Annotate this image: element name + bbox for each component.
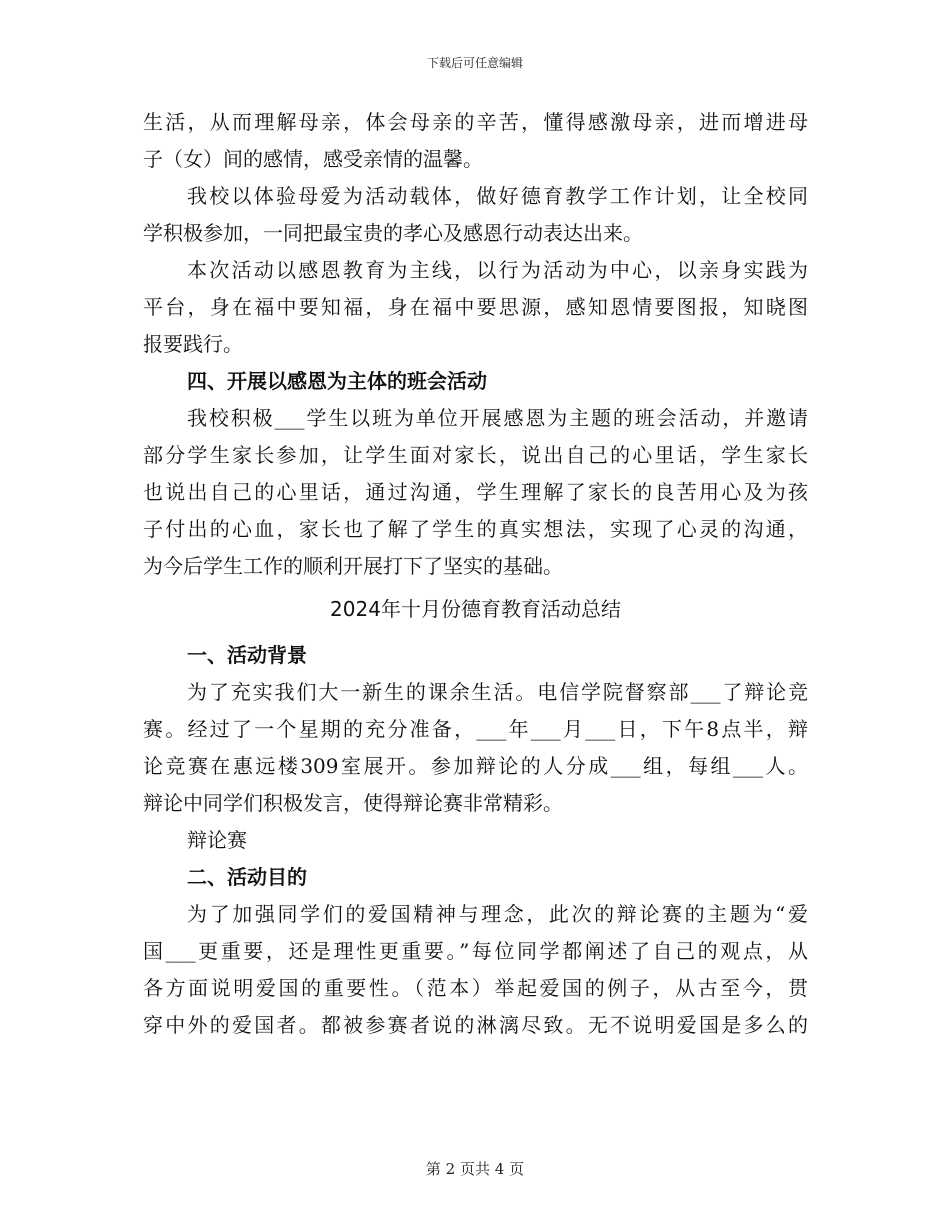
document-title: 2024年十月份德育教育活动总结 [330,597,621,621]
note-text: 辩论赛 [187,828,247,852]
paragraph-line: 各方面说明爱国的重要性。（范本）举起爱国的例子，从古至今，贯 [143,976,808,1000]
paragraph-line: 国___更重要，还是理性更重要。”每位同学都阐述了自己的观点，从 [143,939,808,963]
paragraph-line: 生活，从而理解母亲，体会母亲的辛苦，懂得感激母亲，进而增进母 [143,110,808,134]
paragraph-line: 我校以体验母爱为活动载体，做好德育教学工作计划，让全校同 [187,184,808,208]
paragraph-line: 我校积极___学生以班为单位开展感恩为主题的班会活动，并邀请 [187,406,808,430]
paragraph-line: 论竞赛在惠远楼309室展开。参加辩论的人分成___组，每组___人。 [143,754,808,778]
paragraph-line: 为今后学生工作的顺利开展打下了坚实的基础。 [143,554,563,578]
paragraph-line: 也说出自己的心里话，通过沟通，学生理解了家长的良苦用心及为孩 [143,480,808,504]
paragraph-line: 学积极参加，一同把最宝贵的孝心及感恩行动表达出来。 [143,221,643,245]
section-heading-4: 四、开展以感恩为主体的班会活动 [187,369,487,393]
paragraph-line: 为了充实我们大一新生的课余生活。电信学院督察部___了辩论竞 [187,680,808,704]
paragraph-line: 赛。经过了一个星期的充分准备，___年___月___日，下午8点半，辩 [143,717,808,741]
paragraph-line: 子付出的心血，家长也了解了学生的真实想法，实现了心灵的沟通， [143,517,808,541]
paragraph-line: 平台，身在福中要知福，身在福中要思源，感知恩情要图报，知晓图 [143,295,808,319]
paragraph-line: 子（女）间的感情，感受亲情的温馨。 [143,147,483,171]
page-footer: 第 2 页共 4 页 [425,1160,525,1178]
paragraph-line: 部分学生家长参加，让学生面对家长，说出自己的心里话，学生家长 [143,443,808,467]
paragraph-line: 报要践行。 [143,332,243,356]
paragraph-line: 辩论中同学们积极发言，使得辩论赛非常精彩。 [143,791,563,815]
paragraph-line: 为了加强同学们的爱国精神与理念，此次的辩论赛的主题为“爱 [187,902,808,926]
section-heading-1: 一、活动背景 [187,643,307,667]
paragraph-line: 穿中外的爱国者。都被参赛者说的淋漓尽致。无不说明爱国是多么的 [143,1013,808,1037]
document-body [143,104,808,1044]
page-header: 下载后可任意编辑 [426,56,523,70]
paragraph-line: 本次活动以感恩教育为主线，以行为活动为中心，以亲身实践为 [187,258,808,282]
section-heading-2: 二、活动目的 [187,865,307,889]
